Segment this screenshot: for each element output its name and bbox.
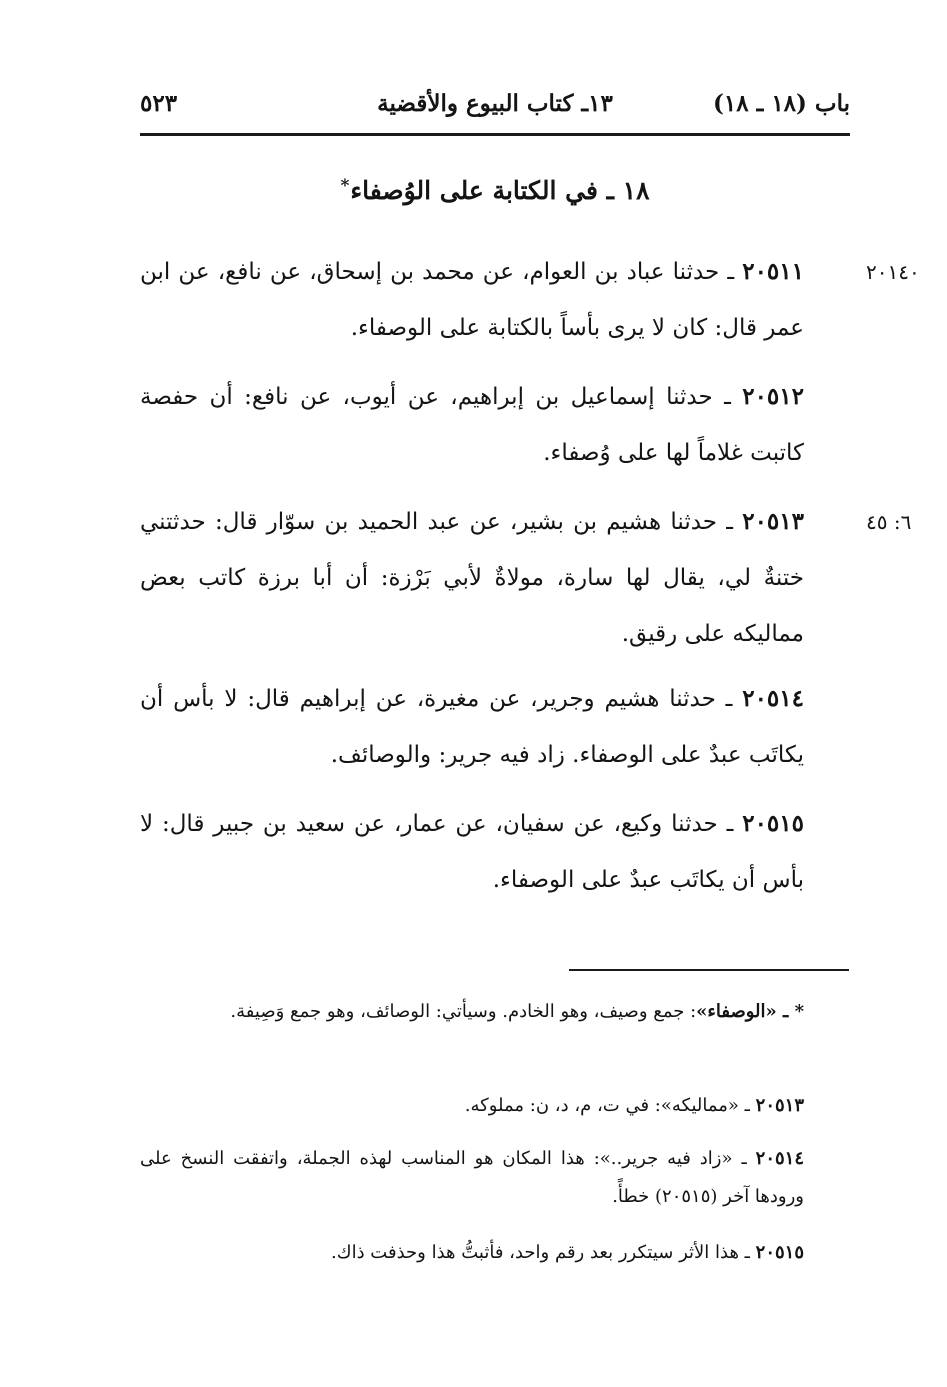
- footnote: [140, 993, 850, 1031]
- entry-number: ٢٠٥١١: [742, 258, 804, 285]
- footnote-label: ٢٠٥١٤: [755, 1148, 805, 1169]
- margin-reference: ٦: ٤٥: [866, 510, 912, 534]
- hadith-entry: [140, 671, 850, 783]
- header-rule: [140, 133, 850, 136]
- hadith-entry: [140, 796, 850, 908]
- entry-number: ٢٠٥١٣: [742, 508, 804, 535]
- entry-number: ٢٠٥١٤: [742, 685, 804, 712]
- entry-text: ـ حدثنا هشيم وجرير، عن مغيرة، عن إبراهيم قال: لا بأس أن يكاتَب عبدٌ على الوصفاء. زاد فيه جرير: والوصائف.: [140, 686, 804, 768]
- entry-text: ـ حدثنا وكيع، عن سفيان، عن عمار، عن سعيد بن جبير قال: لا بأس أن يكاتَب عبدٌ على الوصفاء.: [140, 811, 804, 893]
- chapter-title-text: ١٨ ـ في الكتابة على الوُصفاء: [350, 176, 650, 205]
- margin-reference: ٢٠١٤٠: [866, 260, 920, 284]
- chapter-footnote-mark: *: [340, 176, 350, 196]
- footnote-label: ٢٠٥١٥: [755, 1242, 804, 1263]
- footnote: [140, 1140, 850, 1216]
- chapter-title: [140, 176, 850, 205]
- footnote-text: ـ «زاد فيه جرير..»: هذا المكان هو المناسب لهذه الجملة، واتفقت النسخ على ورودها آخر (٢٠٥١٥) خطأً.: [140, 1148, 804, 1207]
- footnote-rule: [569, 969, 849, 971]
- running-header: [140, 86, 850, 126]
- hadith-entry: [140, 244, 850, 356]
- footnote: [140, 1087, 850, 1125]
- entry-number: ٢٠٥١٥: [742, 810, 804, 837]
- footnote-text: : جمع وصيف، وهو الخادم. وسيأتي: الوصائف، وهو جمع وَصِيفة.: [230, 1001, 697, 1022]
- hadith-entry: [140, 494, 850, 662]
- hadith-entry: [140, 369, 850, 481]
- entry-text: ـ حدثنا هشيم بن بشير، عن عبد الحميد بن سوّار قال: حدثتني ختنةٌ لي، يقال لها سارة، مولاةٌ لأبي بَرْزة: أن أبا برزة كاتب بعض مماليكه على رقيق.: [140, 509, 804, 647]
- entry-text: ـ حدثنا إسماعيل بن إبراهيم، عن أيوب، عن نافع: أن حفصة كاتبت غلاماً لها على وُصفاء.: [140, 384, 804, 466]
- page-number: ٥٢٣: [140, 90, 178, 117]
- footnote-label: * ـ «الوصفاء»: [696, 1001, 804, 1022]
- footnote-label: ٢٠٥١٣: [755, 1095, 804, 1116]
- entry-number: ٢٠٥١٢: [742, 383, 804, 410]
- footnote-text: ـ «مماليكه»: في ت، م، د، ن: مملوكه.: [464, 1095, 756, 1116]
- header-book-title: ١٣ـ كتاب البيوع والأقضية: [377, 90, 613, 117]
- footnote-text: ـ هذا الأثر سيتكرر بعد رقم واحد، فأثبتُّ هذا وحذفت ذاك.: [331, 1242, 756, 1263]
- footnote: [140, 1234, 850, 1272]
- entry-text: ـ حدثنا عباد بن العوام، عن محمد بن إسحاق، عن نافع، عن ابن عمر قال: كان لا يرى بأساً بالكتابة على الوصفاء.: [140, 259, 804, 341]
- header-bab: باب (١٨ ـ ١٨): [712, 90, 850, 117]
